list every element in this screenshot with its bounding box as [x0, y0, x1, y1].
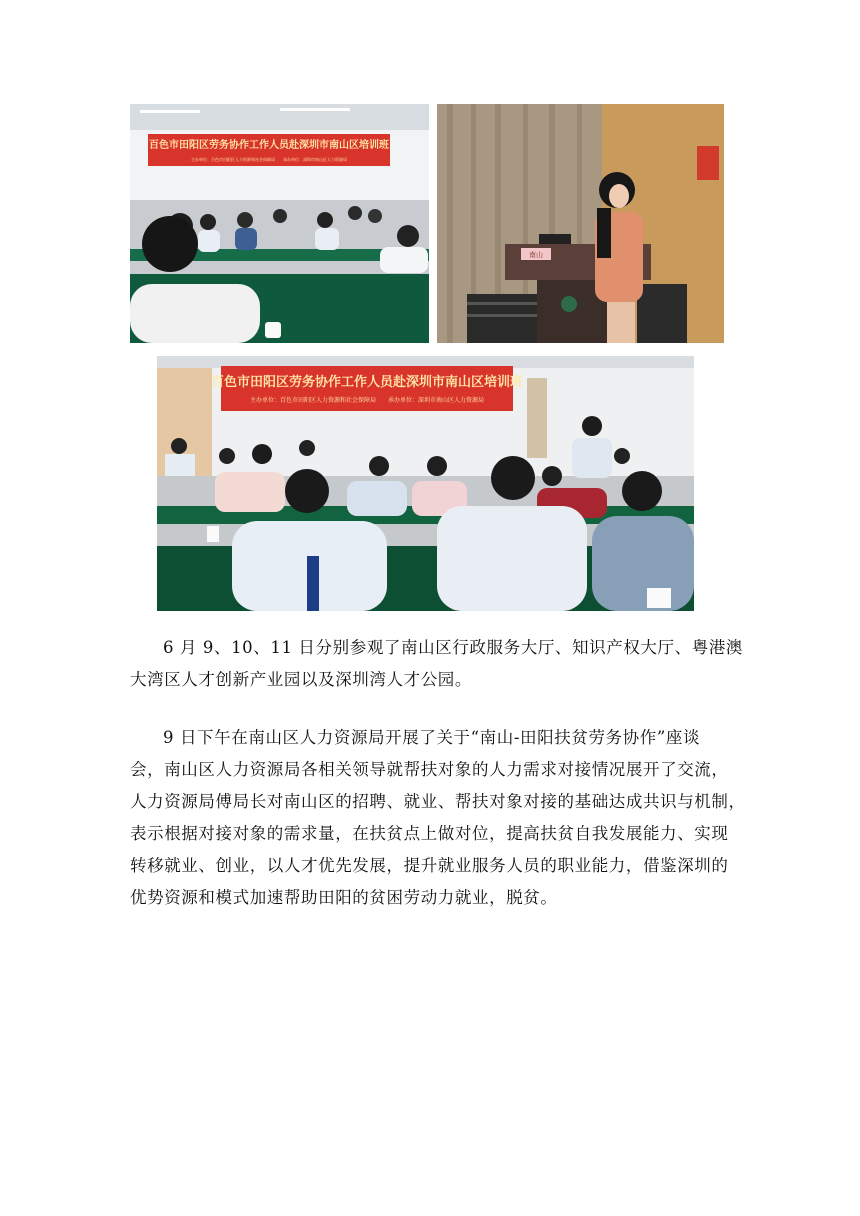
photo-speaker-podium [437, 104, 724, 343]
banner-title: 百色市田阳区劳务协作工作人员赴深圳市南山区培训班 [149, 140, 389, 151]
paragraph-line: 大湾区人才创新产业园以及深圳湾人才公园。 [130, 670, 472, 689]
paragraph-line: 优势资源和模式加速帮助田阳的贫困劳动力就业，脱贫。 [130, 888, 558, 907]
paragraph-meeting-summary [130, 722, 746, 914]
banner-title: 百色市田阳区劳务协作工作人员赴深圳市南山区培训班 [210, 374, 524, 389]
paragraph-line: 9 日下午在南山区人力资源局开展了关于“南山-田阳扶贫劳务协作”座谈 [163, 728, 701, 747]
photo-training-classroom [130, 104, 429, 343]
paragraph-line: 表示根据对接对象的需求量，在扶贫点上做对位，提高扶贫自我发展能力、实现 [130, 824, 729, 843]
banner-subtitle: 主办单位：百色市田阳区人力资源和社会保障局 承办单位：深圳市南山区人力资源局 [249, 398, 485, 404]
podium-sign: 南山 [529, 252, 543, 259]
banner-subtitle: 主办单位：百色市田阳区人力资源和社会保障局 承办单位：深圳市南山区人力资源局 [191, 157, 347, 162]
paragraph-line: 转移就业、创业，以人才优先发展，提升就业服务人员的职业能力，借鉴深圳的 [130, 856, 729, 875]
paragraph-line: 会，南山区人力资源局各相关领导就帮扶对象的人力需求对接情况展开了交流， [130, 760, 729, 779]
paragraph-line: 6 月 9、10、11 日分别参观了南山区行政服务大厅、知识产权大厅、粤港澳 [163, 638, 744, 657]
photo-classroom-wide [157, 356, 694, 611]
paragraph-line: 人力资源局傅局长对南山区的招聘、就业、帮扶对象对接的基础达成共识与机制， [130, 792, 746, 811]
paragraph-visit-summary [130, 632, 744, 696]
